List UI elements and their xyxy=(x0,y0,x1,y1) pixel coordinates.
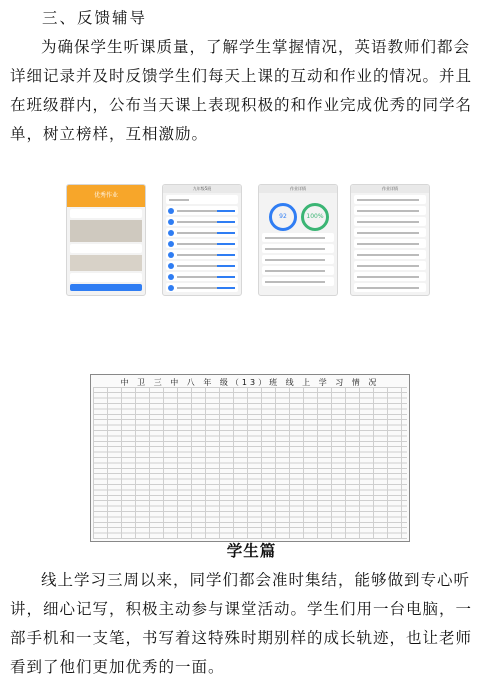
phone-screenshot-class-list xyxy=(162,184,242,296)
score-ring: 92 xyxy=(269,203,297,231)
homework-photo xyxy=(70,255,142,271)
table-row xyxy=(354,195,426,204)
completion-ring: 100% xyxy=(301,203,329,231)
phone-screenshot-score-list xyxy=(350,184,430,296)
list-item xyxy=(166,272,238,281)
phone4-title: 作业详情 xyxy=(351,185,429,193)
table-row xyxy=(262,277,334,286)
table-row xyxy=(262,255,334,264)
para2-line4: 看到了他们更加优秀的一面。 xyxy=(10,658,225,676)
para2-line2: 讲，细心记写，积极主动参与课堂活动。学生们用一台电脑，一 xyxy=(10,600,473,618)
phone-screenshot-homework-detail xyxy=(258,184,338,296)
list-item xyxy=(166,250,238,259)
submit-button[interactable] xyxy=(70,284,142,291)
table-row xyxy=(262,233,334,242)
phone1-title: 优秀作业 xyxy=(67,185,145,207)
para1-line3: 在班级群内，公布当天课上表现积极的和作业完成优秀的同学名 xyxy=(10,96,473,114)
list-item xyxy=(166,261,238,270)
table-row xyxy=(354,206,426,215)
list-item xyxy=(166,239,238,248)
para2-line1: 线上学习三周以来，同学们都会准时集结，能够做到专心听 xyxy=(41,571,471,589)
table-row xyxy=(354,272,426,281)
attendance-table-image xyxy=(90,374,410,542)
list-item xyxy=(166,217,238,226)
table-row xyxy=(262,266,334,275)
para2-line3: 部手机和一支笔，书写着这特殊时期别样的成长轨迹，也让老师 xyxy=(10,629,473,647)
table-row xyxy=(354,250,426,259)
para1-line1: 为确保学生听课质量，了解学生掌握情况，英语教师们都会 xyxy=(41,38,471,56)
app-screenshots xyxy=(0,184,503,296)
table-row xyxy=(262,244,334,253)
list-item xyxy=(166,206,238,215)
table-row xyxy=(354,261,426,270)
table-grid xyxy=(93,387,407,539)
list-item xyxy=(166,228,238,237)
phone2-title: 九年级5班 xyxy=(163,185,241,193)
table-title: 中 卫 三 中 八 年 级（13）班 线 上 学 习 情 况 xyxy=(120,378,380,387)
caption-students: 学生篇 xyxy=(226,541,277,560)
homework-photo xyxy=(70,220,142,242)
para1-line4: 单，树立榜样，互相激励。 xyxy=(10,125,209,143)
table-row xyxy=(354,217,426,226)
para1-line2: 详细记录并及时反馈学生们每天上课的互动和作业的情况。并且 xyxy=(10,67,473,85)
table-row xyxy=(354,228,426,237)
table-row xyxy=(354,239,426,248)
table-row xyxy=(354,283,426,292)
section-heading: 三、反馈辅导 xyxy=(42,9,148,27)
phone3-title: 作业详情 xyxy=(259,185,337,193)
list-item xyxy=(166,283,238,292)
phone-screenshot-excellent-homework xyxy=(66,184,146,296)
